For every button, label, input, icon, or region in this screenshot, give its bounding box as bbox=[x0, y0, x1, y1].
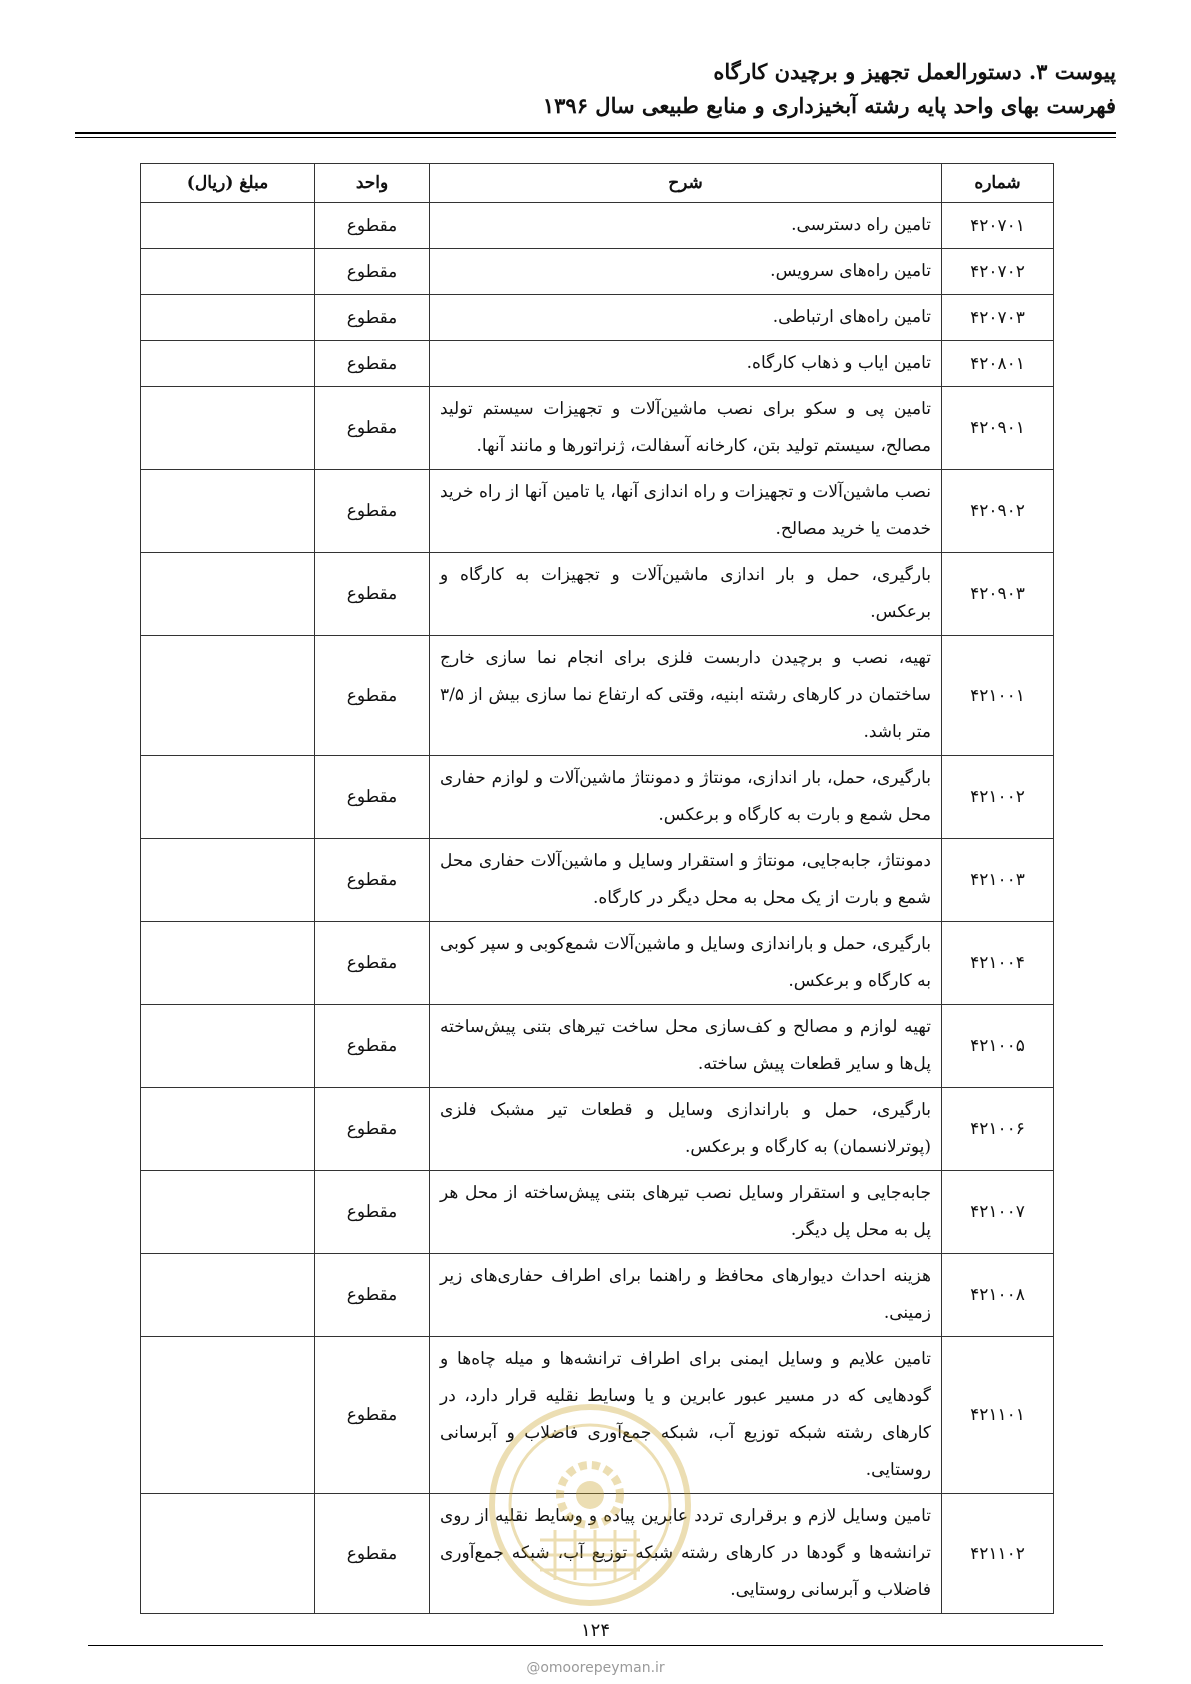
row-description: تامین ایاب و ذهاب کارگاه. bbox=[430, 341, 942, 387]
table-row bbox=[141, 1494, 1054, 1614]
table-row bbox=[141, 839, 1054, 922]
table-row bbox=[141, 341, 1054, 387]
table-row bbox=[141, 553, 1054, 636]
row-unit: مقطوع bbox=[315, 756, 430, 839]
row-number: ۴۲۱۱۰۲ bbox=[942, 1494, 1054, 1614]
row-description: دمونتاژ، جابه‌جایی، مونتاژ و استقرار وسایل و ماشین‌آلات حفاری محل شمع و بارت از یک محل به محل دیگر در کارگاه. bbox=[430, 839, 942, 922]
row-description: تهیه، نصب و برچیدن داربست فلزی برای انجام نما سازی خارج ساختمان در کارهای رشته ابنیه، وقتی که ارتفاع نما سازی بیش از ۳/۵ متر باشد. bbox=[430, 636, 942, 756]
row-unit: مقطوع bbox=[315, 249, 430, 295]
row-unit: مقطوع bbox=[315, 470, 430, 553]
appendix-title: پیوست ۳. دستورالعمل تجهیز و برچیدن کارگاه bbox=[713, 59, 1116, 84]
row-description: بارگیری، حمل و باراندازی وسایل و قطعات تیر مشبک فلزی (پوترلانسمان) به کارگاه و برعکس. bbox=[430, 1088, 942, 1171]
row-description: هزینه احداث دیوارهای محافظ و راهنما برای اطراف حفاری‌های زیر زمینی. bbox=[430, 1254, 942, 1337]
row-price bbox=[141, 1005, 315, 1088]
row-unit: مقطوع bbox=[315, 1171, 430, 1254]
row-price bbox=[141, 1494, 315, 1614]
row-price bbox=[141, 1088, 315, 1171]
row-description: بارگیری، حمل و باراندازی وسایل و ماشین‌آلات شمع‌کوبی و سپر کوبی به کارگاه و برعکس. bbox=[430, 922, 942, 1005]
row-number: ۴۲۱۰۰۳ bbox=[942, 839, 1054, 922]
row-number: ۴۲۰۷۰۳ bbox=[942, 295, 1054, 341]
row-number: ۴۲۰۹۰۲ bbox=[942, 470, 1054, 553]
row-number: ۴۲۰۹۰۳ bbox=[942, 553, 1054, 636]
row-number: ۴۲۰۹۰۱ bbox=[942, 387, 1054, 470]
header-description: شرح bbox=[430, 164, 942, 203]
row-number: ۴۲۱۱۰۱ bbox=[942, 1337, 1054, 1494]
row-unit: مقطوع bbox=[315, 1494, 430, 1614]
document-header bbox=[75, 55, 1116, 123]
row-price bbox=[141, 1254, 315, 1337]
row-unit: مقطوع bbox=[315, 387, 430, 470]
footer-website: @omoorepeyman.ir bbox=[526, 1660, 665, 1676]
header-number: شماره bbox=[942, 164, 1054, 203]
table-header-row bbox=[141, 164, 1054, 203]
row-unit: مقطوع bbox=[315, 1337, 430, 1494]
row-number: ۴۲۱۰۰۵ bbox=[942, 1005, 1054, 1088]
table-row bbox=[141, 1005, 1054, 1088]
row-price bbox=[141, 636, 315, 756]
table-row bbox=[141, 387, 1054, 470]
row-unit: مقطوع bbox=[315, 1088, 430, 1171]
row-description: بارگیری، حمل، بار اندازی، مونتاژ و دمونتاژ ماشین‌آلات و لوازم حفاری محل شمع و بارت به کارگاه و برعکس. bbox=[430, 756, 942, 839]
row-price bbox=[141, 203, 315, 249]
row-number: ۴۲۱۰۰۴ bbox=[942, 922, 1054, 1005]
row-price bbox=[141, 470, 315, 553]
table-row bbox=[141, 1337, 1054, 1494]
row-description: تامین وسایل لازم و برقراری تردد عابرین پیاده و وسایط نقلیه از روی ترانشه‌ها و گودها در کارهای رشته شبکه توزیع آب، شبکه جمع‌آوری فاضلاب و آبرسانی روستایی. bbox=[430, 1494, 942, 1614]
row-unit: مقطوع bbox=[315, 553, 430, 636]
row-unit: مقطوع bbox=[315, 295, 430, 341]
table-row bbox=[141, 470, 1054, 553]
row-description: تامین علایم و وسایل ایمنی برای اطراف ترانشه‌ها و میله چاه‌ها و گودهایی که در مسیر عبور عابرین و یا وسایط نقلیه قرار دارد، در کارهای رشته شبکه توزیع آب، شبکه جمع‌آوری فاضلاب و آبرسانی روستایی. bbox=[430, 1337, 942, 1494]
row-number: ۴۲۰۷۰۱ bbox=[942, 203, 1054, 249]
row-price bbox=[141, 295, 315, 341]
row-price bbox=[141, 249, 315, 295]
row-description: تامین راه‌های سرویس. bbox=[430, 249, 942, 295]
row-price bbox=[141, 922, 315, 1005]
row-price bbox=[141, 1337, 315, 1494]
row-number: ۴۲۱۰۰۱ bbox=[942, 636, 1054, 756]
row-description: جابه‌جایی و استقرار وسایل نصب تیرهای بتنی پیش‌ساخته از محل هر پل به محل پل دیگر. bbox=[430, 1171, 942, 1254]
row-price bbox=[141, 341, 315, 387]
row-description: تامین راه‌های ارتباطی. bbox=[430, 295, 942, 341]
row-unit: مقطوع bbox=[315, 636, 430, 756]
table-row bbox=[141, 756, 1054, 839]
row-description: تهیه لوازم و مصالح و کف‌سازی محل ساخت تیرهای بتنی پیش‌ساخته پل‌ها و سایر قطعات پیش ساخته. bbox=[430, 1005, 942, 1088]
row-unit: مقطوع bbox=[315, 341, 430, 387]
row-number: ۴۲۱۰۰۷ bbox=[942, 1171, 1054, 1254]
row-description: نصب ماشین‌آلات و تجهیزات و راه اندازی آنها، یا تامین آنها از راه خرید خدمت یا خرید مصالح. bbox=[430, 470, 942, 553]
row-number: ۴۲۰۸۰۱ bbox=[942, 341, 1054, 387]
row-unit: مقطوع bbox=[315, 839, 430, 922]
table-row bbox=[141, 249, 1054, 295]
table-row bbox=[141, 1088, 1054, 1171]
row-price bbox=[141, 839, 315, 922]
row-number: ۴۲۱۰۰۲ bbox=[942, 756, 1054, 839]
table-row bbox=[141, 203, 1054, 249]
row-unit: مقطوع bbox=[315, 1254, 430, 1337]
table-row bbox=[141, 295, 1054, 341]
price-table bbox=[140, 163, 1054, 1614]
header-unit: واحد bbox=[315, 164, 430, 203]
row-number: ۴۲۱۰۰۸ bbox=[942, 1254, 1054, 1337]
header-price: مبلغ (ریال) bbox=[141, 164, 315, 203]
row-description: تامین راه دسترسی. bbox=[430, 203, 942, 249]
table-row bbox=[141, 636, 1054, 756]
table-row bbox=[141, 1171, 1054, 1254]
row-price bbox=[141, 387, 315, 470]
page-number: ۱۲۴ bbox=[580, 1620, 610, 1641]
row-price bbox=[141, 756, 315, 839]
row-unit: مقطوع bbox=[315, 203, 430, 249]
row-price bbox=[141, 1171, 315, 1254]
price-list-title: فهرست بهای واحد پایه رشته آبخیزداری و منابع طبیعی سال ۱۳۹۶ bbox=[542, 93, 1116, 118]
table-row bbox=[141, 1254, 1054, 1337]
header-rule-thin bbox=[75, 137, 1116, 138]
row-number: ۴۲۱۰۰۶ bbox=[942, 1088, 1054, 1171]
row-description: تامین پی و سکو برای نصب ماشین‌آلات و تجهیزات سیستم تولید مصالح، سیستم تولید بتن، کارخانه آسفالت، ژنراتورها و مانند آنها. bbox=[430, 387, 942, 470]
table-row bbox=[141, 922, 1054, 1005]
row-unit: مقطوع bbox=[315, 922, 430, 1005]
row-description: بارگیری، حمل و بار اندازی ماشین‌آلات و تجهیزات به کارگاه و برعکس. bbox=[430, 553, 942, 636]
row-price bbox=[141, 553, 315, 636]
row-number: ۴۲۰۷۰۲ bbox=[942, 249, 1054, 295]
header-rule-thick bbox=[75, 132, 1116, 134]
footer-rule bbox=[88, 1645, 1103, 1646]
row-unit: مقطوع bbox=[315, 1005, 430, 1088]
